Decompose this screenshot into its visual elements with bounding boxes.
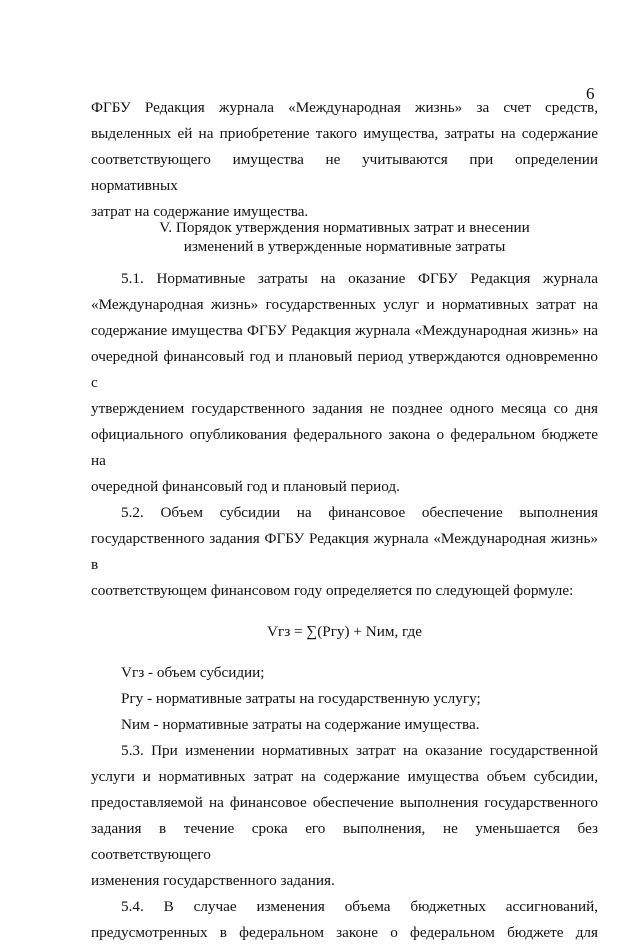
intro-paragraph [91, 95, 598, 225]
text-line: государственного задания ФГБУ Редакция журнала «Международная жизнь» в [91, 530, 598, 573]
paragraph-5-1 [91, 266, 598, 500]
text-line: соответствующем финансовом году определяется по следующей формуле: [91, 582, 574, 599]
definition-line: Vгз - объем субсидии; [121, 664, 265, 681]
text-line: 5.1. Нормативные затраты на оказание ФГБУ Редакция журнала [121, 270, 598, 287]
text-line: услуги и нормативных затрат на содержание имущества объем субсидии, [91, 768, 598, 785]
definition-line: Pгу - нормативные затраты на государственную услугу; [121, 690, 481, 707]
section-heading-line: изменений в утвержденные нормативные затраты [183, 238, 506, 255]
text-line: выделенных ей на приобретение такого имущества, затраты на содержание [91, 125, 598, 142]
text-line: официального опубликования федерального закона о федеральном бюджете на [91, 426, 598, 469]
definition-line: Nим - нормативные затраты на содержание имущества. [121, 716, 480, 733]
paragraph-5-4 [91, 894, 598, 946]
text-line: 5.2. Объем субсидии на финансовое обеспечение выполнения [121, 504, 598, 521]
paragraph-5-2 [91, 500, 598, 604]
text-line: очередной финансовый год и плановый период. [91, 478, 400, 495]
page-number: 6 [586, 84, 595, 103]
section-heading [91, 218, 598, 256]
document-body [91, 266, 598, 946]
subsidy-formula: Vгз = ∑(Pгу) + Nим, где [267, 623, 422, 640]
paragraph-5-3 [91, 738, 598, 894]
text-line: утверждением государственного задания не позднее одного месяца со дня [91, 400, 598, 417]
text-line: 5.3. При изменении нормативных затрат на оказание государственной [121, 742, 598, 759]
text-line: содержание имущества ФГБУ Редакция журнала «Международная жизнь» на [91, 322, 598, 339]
text-line: соответствующего имущества не учитываются при определении нормативных [91, 151, 598, 194]
text-line: 5.4. В случае изменения объема бюджетных ассигнований, [121, 898, 598, 915]
text-line: затрат на содержание имущества. [91, 203, 309, 220]
text-line: очередной финансовый год и плановый период утверждаются одновременно с [91, 348, 598, 391]
section-heading-line: V. Порядок утверждения нормативных затрат и внесении [159, 219, 530, 236]
text-line: задания в течение срока его выполнения, не уменьшается без соответствующего [91, 820, 598, 863]
formula-definitions [91, 660, 598, 738]
text-line: ФГБУ Редакция журнала «Международная жизнь» за счет средств, [91, 99, 598, 116]
text-line: предоставляемой на финансовое обеспечение выполнения государственного [91, 794, 598, 811]
text-line: изменения государственного задания. [91, 872, 335, 889]
text-line: «Международная жизнь» государственных услуг и нормативных затрат на [91, 296, 598, 313]
text-line: предусмотренных в федеральном законе о федеральном бюджете для [91, 924, 598, 941]
